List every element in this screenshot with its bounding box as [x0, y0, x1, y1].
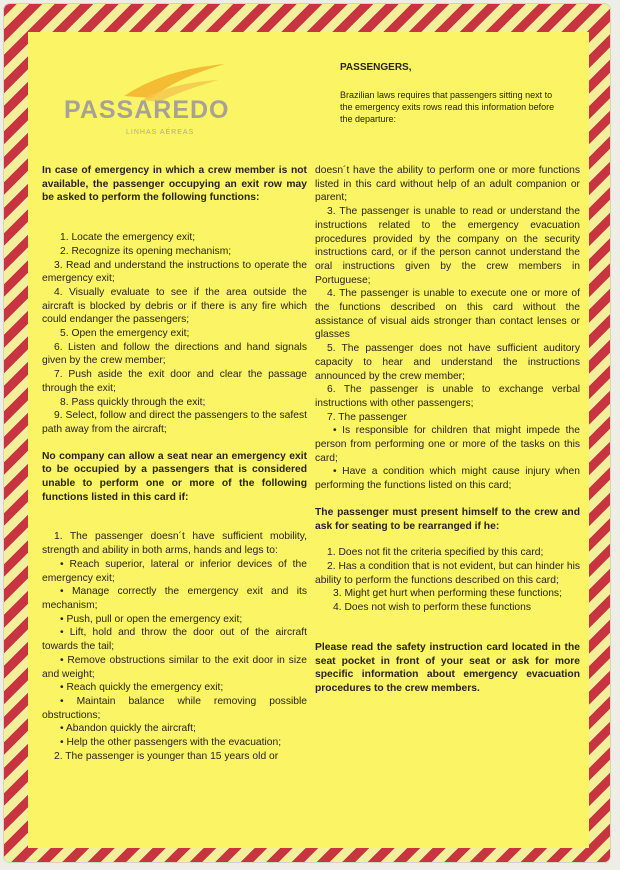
intro-text: In case of emergency in which a crew member is not available, the passenger occupying an exit row may be asked to perform the following functions:	[42, 165, 307, 204]
left-column	[42, 164, 307, 763]
condition-subitem: • Reach quickly the emergency exit;	[60, 682, 224, 694]
condition-subitem: • Help the other passengers with the evacuation;	[60, 737, 282, 749]
brand-name: PASSAREDO	[64, 96, 230, 124]
condition-subitem: • Abandon quickly the aircraft;	[60, 723, 196, 735]
function-item: 2. Recognize its opening mechanism;	[60, 245, 232, 257]
condition-subitem: • Have a condition which might cause injury when performing the functions listed on this card;	[315, 466, 580, 492]
must-present-text: The passenger must present himself to the crew and ask for seating to be rearranged if he:	[315, 506, 580, 532]
reason-item: 2. Has a condition that is not evident, but can hinder his ability to perform the functions described on this card;	[315, 560, 581, 586]
brand-subtitle: LINHAS AÉREAS	[126, 129, 195, 136]
condition-item: 4. The passenger is unable to execute one or more of the functions described on this card without the assistance of visual aids stronger than contact lenses or glasses	[315, 288, 580, 341]
function-item: 9. Select, follow and direct the passengers to the safest path away from the aircraft;	[42, 410, 307, 435]
header-title: PASSENGERS,	[340, 62, 412, 73]
header-text: Brazilian laws requires that passengers sitting next to the emergency exits rows read this information before the departure:	[340, 90, 555, 124]
function-item: 7. Push aside the exit door and clear the passage through the exit;	[42, 369, 307, 394]
reason-item: 4. Does not wish to perform these functions	[333, 602, 532, 614]
condition-item: 3. The passenger is unable to read or understand the instructions related to the emergency evacuation procedures provided by the company on the security instructions card, or if the person cannot understand the oral instructions given by the crew members in Portuguese;	[315, 206, 580, 286]
condition-subitem: • Remove obstructions similar to the exit door in size and weight;	[42, 654, 307, 680]
passaredo-logo	[42, 52, 232, 142]
no-company-text: No company can allow a seat near an emergency exit to be occupied by a passengers that is considered unable to perform one or more of the following functions listed in this card if:	[42, 450, 307, 503]
condition-subitem: • Lift, hold and throw the door out of the aircraft towards the tail;	[42, 627, 307, 653]
condition-item: 7. The passenger	[327, 411, 407, 423]
function-item: 6. Listen and follow the directions and hand signals given by the crew member;	[42, 341, 307, 367]
condition-subitem: • Reach superior, lateral or inferior devices of the emergency exit;	[42, 558, 307, 584]
reason-item: 3. Might get hurt when performing these functions;	[333, 588, 562, 600]
condition-item: 6. The passenger is unable to exchange verbal instructions with other passengers;	[315, 384, 580, 409]
condition-item: 1. The passenger doesn´t have sufficient mobility, strength and ability in both arms, hands and legs to:	[42, 531, 307, 557]
reason-item: 1. Does not fit the criteria specified by this card;	[327, 547, 544, 559]
function-item: 4. Visually evaluate to see if the area outside the aircraft is blocked by debris or if there is any fire which could endanger the passengers;	[42, 286, 307, 326]
condition-subitem: • Manage correctly the emergency exit and its mechanism;	[42, 586, 307, 611]
condition-continuation: doesn´t have the ability to perform one or more functions listed in this card without help of an adult companion or parent;	[315, 165, 580, 204]
right-column	[315, 164, 580, 696]
closing-text: Please read the safety instruction card located in the seat pocket in front of your seat or ask for more specific information about emergency evacuation procedures to the crew members.	[315, 641, 580, 694]
function-item: 1. Locate the emergency exit;	[60, 232, 196, 244]
condition-subitem: • Push, pull or open the emergency exit;	[60, 613, 243, 625]
function-item: 8. Pass quickly through the exit;	[60, 396, 206, 408]
function-item: 5. Open the emergency exit;	[60, 328, 190, 340]
condition-subitem: • Is responsible for children that might impede the person from performing one or more of the tasks on this card;	[315, 425, 580, 464]
condition-subitem: • Maintain balance while removing possible obstructions;	[42, 695, 307, 721]
condition-item: 5. The passenger does not have sufficient auditory capacity to hear and understand the instructions announced by the crew member;	[315, 343, 580, 382]
function-item: 3. Read and understand the instructions to operate the emergency exit;	[42, 259, 307, 285]
condition-item: 2. The passenger is younger than 15 years old or	[54, 750, 279, 762]
